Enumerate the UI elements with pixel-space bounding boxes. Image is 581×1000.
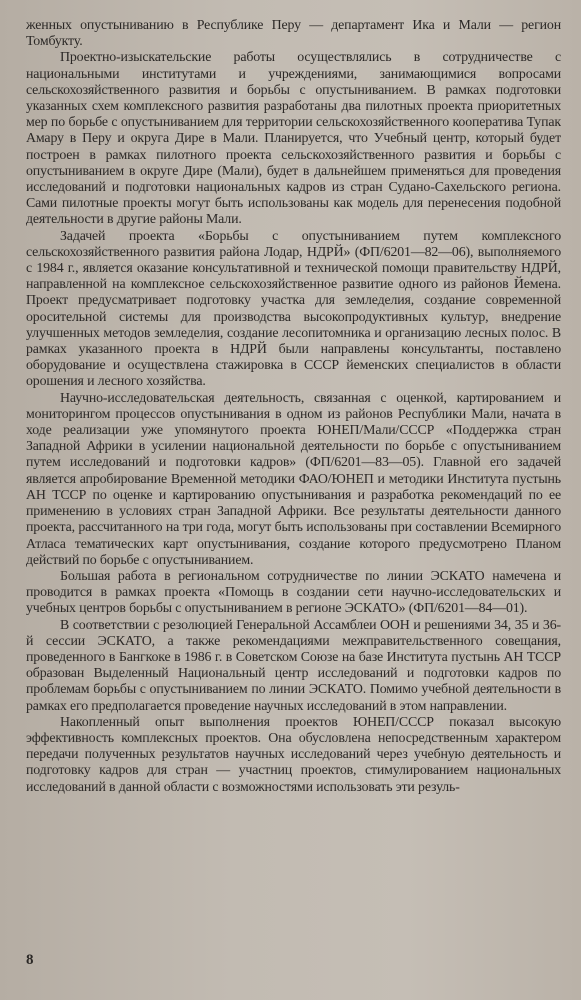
paragraph-2: Проектно-изыскательские работы осуществлялись в сотрудничестве с национальными институтами и учреждениями, занимающимися вопросами сельскохозяйственного развития и борьбы с опустыниванием. В рамках подготовки указанных схем комплексного развития разработаны два пилотных проекта приоритетных мер по борьбе с опустыниванием для территории сельскохозяйственного кооператива Тупак Амару в Перу и округа Дире в Мали. Планируется, что Учебный центр, который будет построен в рамках пилотного проекта сельскохозяйственного развития и борьбы с опустыниванием в округе Дире (Мали), будет в дальнейшем применяться для проведения исследований и подготовки национальных кадров из стран Судано-Сахельского региона. Сами пилотные проекты могут быть использованы как модель для перенесения подобной деятельности в другие районы Мали.: [26, 50, 561, 228]
paragraph-1: женных опустыниванию в Республике Перу — департамент Ика и Мали — регион Томбукту.: [26, 18, 561, 50]
page-number: 8: [26, 952, 34, 968]
paragraph-7: Накопленный опыт выполнения проектов ЮНЕП/СССР показал высокую эффективность комплексных проектов. Она обусловлена непосредственным характером передачи полученных результатов научных исследований через учебную деятельность и подготовку кадров для стран — участниц проектов, стимулированием национальных исследований в данной области с возможностями использовать эти резуль-: [26, 714, 561, 795]
paragraph-4: Научно-исследовательская деятельность, связанная с оценкой, картированием и мониторингом процессов опустынивания в одном из районов Республики Мали, начата в ходе реализации уже упомянутого проекта ЮНЕП/Мали/СССР «Поддержка стран Западной Африки в усилении национальной деятельности по борьбе с опустыниванием путем исследований и подготовки кадров» (ФП/6201—83—05). Главной его задачей является апробирование Временной методики ФАО/ЮНЕП и методики Института пустынь АН ТССР по оценке и картированию опустынивания и разработка рекомендаций по ее применению в условиях стран Западной Африки. Все результаты деятельности данного проекта, рассчитанного на три года, могут быть использованы при составлении Всемирного Атласа тематических карт опустынивания, создание которого предусмотрено Планом действий по борьбе с опустыниванием.: [26, 390, 561, 568]
page-text: [26, 18, 561, 968]
paragraph-5: Большая работа в региональном сотрудничестве по линии ЭСКАТО намечена и проводится в рамках проекта «Помощь в создании сети научно-исследовательских и учебных центров борьбы с опустыниванием в регионе ЭСКАТО» (ФП/6201—84—01).: [26, 568, 561, 617]
paragraph-6: В соответствии с резолюцией Генеральной Ассамблеи ООН и решениями 34, 35 и 36-й сессии ЭСКАТО, а также рекомендациями межправительственного совещания, проведенного в Бангкоке в 1986 г. в Советском Союзе на базе Института пустынь АН ТССР образован Выделенный Национальный центр исследований и подготовки кадров по проблемам борьбы с опустыниванием по линии ЭСКАТО. Помимо учебной деятельности в рамках его предполагается проведение научных исследований в этом направлении.: [26, 617, 561, 714]
paragraph-3: Задачей проекта «Борьбы с опустыниванием путем комплексного сельскохозяйственного развития района Лодар, НДРЙ» (ФП/6201—82—06), выполняемого с 1984 г., является оказание консультативной и технической помощи правительству НДРЙ, направленной на комплексное сельскохозяйственное развитие одного из районов Йемена. Проект предусматривает подготовку участка для земледелия, создание современной оросительной системы для производства высокопродуктивных культур, внедрение улучшенных методов земледелия, создание лесопитомника и организацию лесных полос. В рамках указанного проекта в НДРЙ были направлены консультанты, поставлено оборудование и осуществлена стажировка в СССР йеменских специалистов в области орошения и лесного хозяйства.: [26, 228, 561, 390]
